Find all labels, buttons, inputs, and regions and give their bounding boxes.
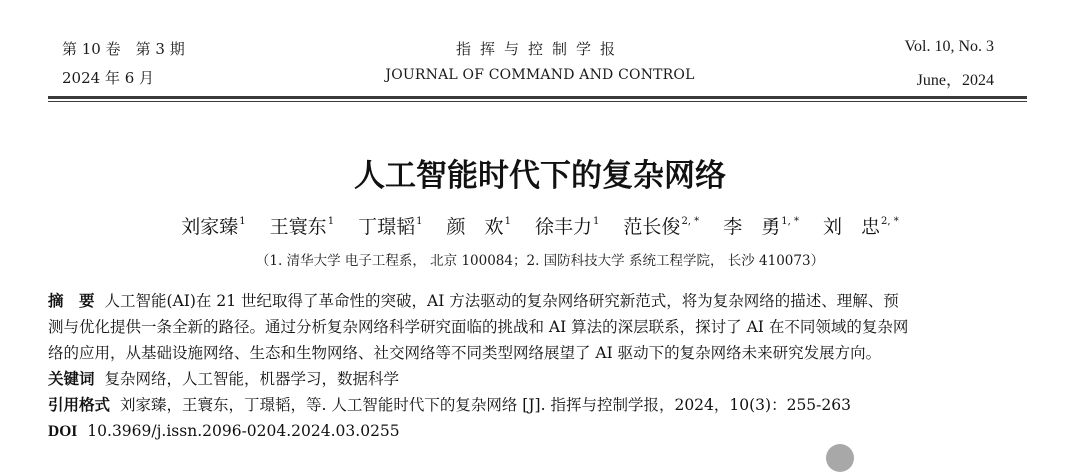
author: 颜 欢$^1$ <box>446 216 511 238</box>
keywords-text: 复杂网络，人工智能，机器学习，数据科学 <box>104 370 400 388</box>
doi-link[interactable]: 10.3969/j.issn.2096-0204.2024.03.0255 <box>87 422 400 440</box>
author: 刘家臻$^1$ <box>181 216 246 238</box>
journal-date: 2024 年 6 月 <box>62 69 155 87</box>
affiliations: （1. 清华大学 电子工程系， 北京 100084；2. 国防科技大学 系统工程学院， 长沙 410073） <box>255 253 825 269</box>
journal-name-english: JOURNAL OF COMMAND AND CONTROL <box>385 67 695 83</box>
abstract-line: 络的应用，从基础设施网络、生态和生物网络、社交网络等不同类型网络展望了 AI 驱动下的复杂网络未来研究发展方向。 <box>48 344 882 362</box>
journal-volume-english: Vol. 10, No. 3 <box>904 38 994 55</box>
header-rule-thin <box>48 101 1027 102</box>
abstract-line: 测与优化提供一条全新的路径。通过分析复杂网络科学研究面临的挑战和 AI 算法的深层联系，探讨了 AI 在不同领域的复杂网 <box>48 318 909 336</box>
author: 王寰东$^1$ <box>269 216 335 238</box>
citation-label: 引用格式 <box>48 396 111 414</box>
paper-title: 人工智能时代下的复杂网络 <box>354 158 726 194</box>
abstract-line: 摘 要 人工智能(AI)在 21 世纪取得了革命性的突破，AI 方法驱动的复杂网络研究新范式，将为复杂网络的描述、理解、预 <box>48 292 899 310</box>
abstract-block <box>48 288 1028 445</box>
keywords-label: 关键词 <box>48 370 95 388</box>
citation-text: 刘家臻，王寰东，丁璟韬，等. 人工智能时代下的复杂网络 [J]. 指挥与控制学报，2024，10(3)：255-263 <box>120 396 851 414</box>
author: 徐丰力$^1$ <box>534 216 600 238</box>
journal-date-english: June，2024 <box>916 72 994 89</box>
author: 范长俊$^{2, *}$ <box>623 216 700 238</box>
author-list <box>0 212 1080 239</box>
author: 李 勇$^{1, *}$ <box>723 216 799 238</box>
doi-line <box>48 418 1028 445</box>
journal-volume-issue: 第 10 卷 第 3 期 <box>62 40 185 58</box>
floating-circle-button[interactable] <box>826 444 854 472</box>
header-rule-thick <box>48 96 1027 99</box>
citation-line <box>48 392 1028 418</box>
author: 刘 忠$^{2, *}$ <box>823 216 899 238</box>
author: 丁璟韬$^1$ <box>358 216 423 238</box>
journal-name-chinese: 指挥与控制学报 <box>455 40 624 58</box>
doi-label: DOI <box>48 423 78 440</box>
abstract-label: 摘 要 <box>48 292 95 310</box>
keywords-line <box>48 366 1028 392</box>
